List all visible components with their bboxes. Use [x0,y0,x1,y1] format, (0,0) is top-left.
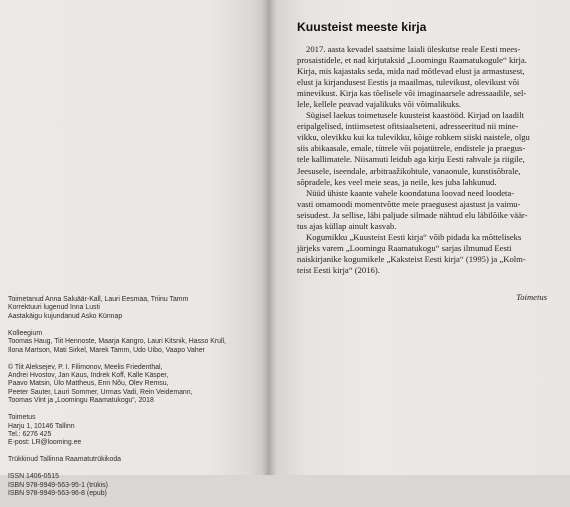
isbn-epub-line: ISBN 978-9949-563-96-8 (epub) [8,490,107,498]
proofreader-line: Korrektuuri lugenud Inna Lusti [8,304,100,312]
text-line: naiskirjanike kogumikele „Kaksteist Eesti kirja“ (1995) ja „Kolm- [297,253,526,264]
text-line: prosaistidele, et nad kirjutaksid „Loomingu Raamatukogule“ kirja. [297,55,527,66]
copyright-line: Toomas Vint ja „Loomingu Raamatukogu“, 2018 [8,397,154,405]
designer-line: Aastakäigu kujundanud Asko Künnap [8,312,123,320]
contact-address: Harju 1, 10146 Tallinn [8,422,75,430]
text-line: seisudest. Ja sellise, läbi paljude silmade nähtud elu läbilõike väär- [297,209,528,220]
contact-block [8,414,258,448]
printer-block [8,456,258,464]
text-line: teist Eesti kirja“ (2016). [297,264,380,275]
text-line: lele, kellele peavad vajalikuks või võimalikuks. [297,99,462,110]
text-line: siis abikaasale, emale, tütrele või pojatütrele, endistele ja praegus- [297,143,526,154]
text-line: sõpradele, kes veel meie seas, ja neile, kes juba lahkunud. [297,176,497,187]
board-heading: Kolleegium [8,329,43,337]
contact-heading: Toimetus [8,414,36,422]
copyright-line: Paavo Matsin, Ülo Mattheus, Enn Nõu, Olev Remsu, [8,380,169,388]
contact-email: E-post: LR@looming.ee [8,439,82,447]
text-line: Sügisel laekus toimetusele kuusteist kaastööd. Kirjad on laadilt [306,110,524,121]
text-line: Jeesusele, iseendale, arbitraažikohtule, vanaonule, kunstisõbrale, [297,165,521,176]
editors-line: Toimetanud Anna Saluäär-Kall, Lauri Eesmaa, Triinu Tamm [8,296,189,303]
copyright-block [8,364,258,406]
text-line: vikku, olevikku kui ka tulevikku, kõige rohkem siiski naistele, olgu [297,132,530,143]
copyright-line: Andrei Hvostov, Jan Kaus, Indrek Koff, Kalle Käsper, [8,372,169,380]
editors-block [8,296,258,321]
text-line: Nüüd ühiste kaante vahele koondatuna loovad need loodeta- [306,187,515,198]
text-line: Kogumikku „Kuusteist Eesti kirja“ võib pidada ka mõtteliseks [306,231,522,242]
text-line: eripalgelised, intiimsetest ofitsiaalseteni, adresseeritud nii mine- [297,121,519,132]
issn-line: ISSN 1406-0515 [8,473,59,481]
text-line: elust ja kirjandusest Eestis ja maailmas, tulevikust, olevikust või [297,77,520,88]
text-line: 2017. aasta kevadel saatsime laiali üleskutse reale Eesti mees- [306,44,521,54]
text-line: minevikust. Kirja kas tõelisele või imaginaarsele adressaadile, sel- [297,88,527,99]
text-line: tus ajas küllap ainult kasvab. [297,220,397,231]
signature: Toimetus [516,292,547,302]
copyright-line: © Tiit Aleksejev, P. I. Filimonov, Meelis Friedenthal, [8,363,163,371]
editorial-board-block [8,330,258,355]
identifiers-block [8,473,258,498]
isbn-print-line: ISBN 978-9949-563-95-1 (trükis) [8,481,108,489]
printer-line: Trükkinud Tallinna Raamatutrükikoda [8,456,121,464]
foreword-body [297,44,553,276]
copyright-line: Peeter Sauter, Lauri Sommer, Urmas Vadi, Rein Veidemann, [8,388,193,396]
text-line: vasti omamoodi momentvõtte meie praegusest ajastust ja vaimu- [297,198,521,209]
colophon [8,296,258,507]
page-title: Kuusteist meeste kirja [297,20,427,34]
board-members-line: Toomas Haug, Tiit Hennoste, Maarja Kangro, Lauri Kitsnik, Hasso Krull, [8,338,226,346]
contact-phone: Tel.: 6276 425 [8,431,52,439]
text-line: järjeks varem „Loomingu Raamatukogu“ sarjas ilmunud Eesti [297,242,512,253]
board-members-line: Ilona Martson, Mati Sirkel, Marek Tamm, Udo Uibo, Vaapo Vaher [8,346,205,354]
text-line: Kirja, mis kajastaks seda, mida nad mõtlevad elust ja armastusest, [297,66,525,77]
text-line: tele kallimatele. Niisamuti leidub aga kirju Eesti rahvale ja riigile, [297,154,525,165]
